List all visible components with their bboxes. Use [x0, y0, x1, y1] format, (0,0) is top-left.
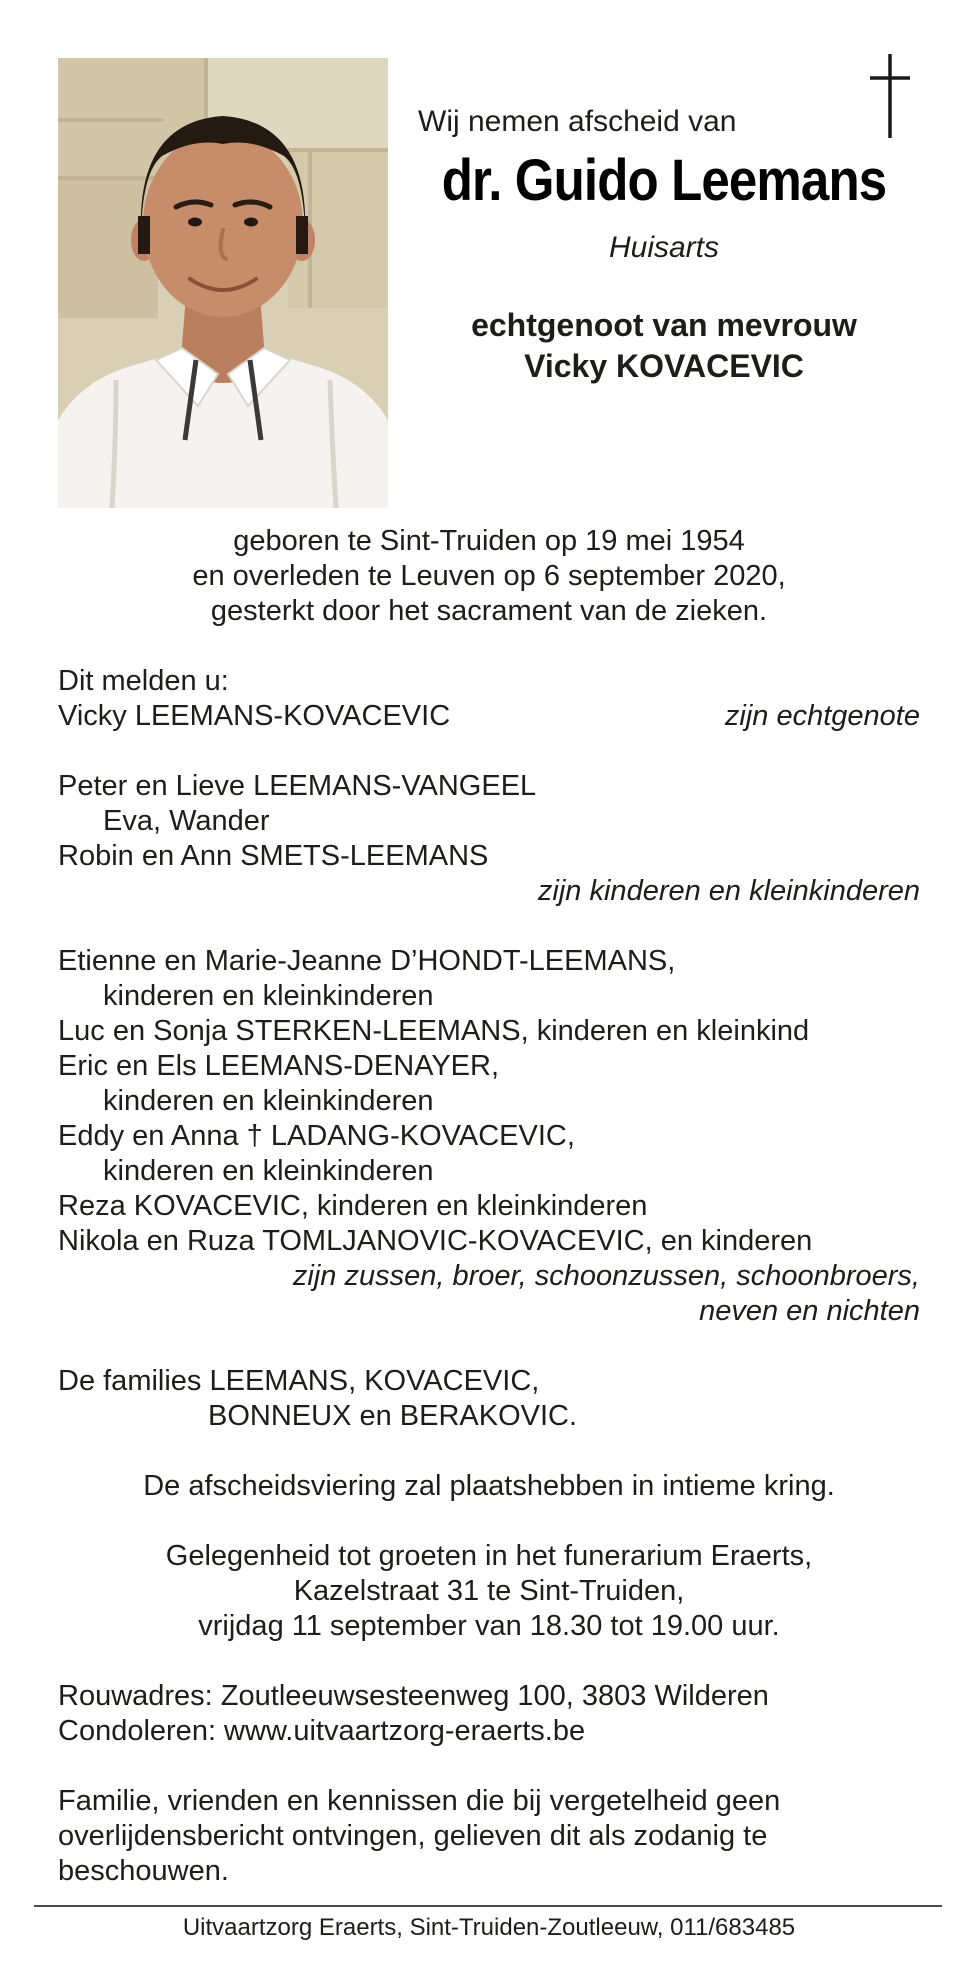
sibling-line: Eddy en Anna † LADANG-KOVACEVIC,	[58, 1120, 575, 1152]
spouse-block	[408, 305, 920, 387]
sibling-line: Nikola en Ruza TOMLJANOVIC-KOVACEVIC, en kinderen	[58, 1225, 813, 1257]
visitation-block	[58, 1539, 920, 1644]
child-line: Robin en Ann SMETS-LEEMANS	[58, 840, 489, 872]
visitation-line: Kazelstraat 31 te Sint-Truiden,	[293, 1575, 685, 1607]
siblings-relation: zijn zussen, broer, schoonzussen, schoonbroers,	[292, 1260, 920, 1292]
sibling-sub-line: kinderen en kleinkinderen	[103, 1085, 434, 1117]
ceremony-block	[58, 1469, 920, 1504]
sacrament-line: gesterkt door het sacrament van de zieken.	[210, 595, 768, 627]
ceremony-line: De afscheidsviering zal plaatshebben in intieme kring.	[143, 1470, 835, 1502]
children-relation: zijn kinderen en kleinkinderen	[537, 875, 920, 907]
siblings-block	[58, 944, 920, 1329]
spouse-name: Vicky KOVACEVIC	[524, 348, 804, 384]
header	[58, 58, 920, 510]
birth-death-block	[58, 524, 920, 629]
death-line: en overleden te Leuven op 6 september 2020,	[192, 560, 786, 592]
notice-line: Familie, vrienden en kennissen die bij vergetelheid geen	[58, 1785, 781, 1817]
child-line: Peter en Lieve LEEMANS-VANGEEL	[58, 770, 537, 802]
siblings-relation: neven en nichten	[699, 1295, 920, 1327]
notice-line: overlijdensbericht ontvingen, gelieven dit als zodanig te	[58, 1820, 768, 1852]
farewell-intro: Wij nemen afscheid van	[418, 105, 737, 138]
footer-divider	[34, 1905, 942, 1907]
portrait-illustration	[58, 58, 388, 508]
notice-line: beschouwen.	[58, 1855, 229, 1887]
portrait-photo	[58, 58, 388, 508]
mourning-address: Rouwadres: Zoutleeuwsesteenweg 100, 3803 Wilderen	[58, 1680, 769, 1712]
funeral-home-footer: Uitvaartzorg Eraerts, Sint-Truiden-Zoutleeuw, 011/683485	[182, 1914, 796, 1941]
sibling-line: Eric en Els LEEMANS-DENAYER,	[58, 1050, 500, 1082]
header-text	[408, 58, 920, 510]
families-block	[58, 1364, 920, 1434]
families-line: De families LEEMANS, KOVACEVIC,	[58, 1365, 540, 1397]
condolence-address: Condoleren: www.uitvaartzorg-eraerts.be	[58, 1715, 586, 1747]
profession: Huisarts	[608, 231, 720, 264]
spouse-intro: echtgenoot van mevrouw	[471, 307, 857, 343]
widow-relation: zijn echtgenote	[724, 700, 920, 732]
sibling-line: Reza KOVACEVIC, kinderen en kleinkinderen	[58, 1190, 648, 1222]
cross-icon	[866, 52, 914, 140]
widow-line	[58, 699, 920, 734]
announcement-intro: Dit melden u:	[58, 665, 229, 697]
sibling-sub-line: kinderen en kleinkinderen	[103, 980, 434, 1012]
sibling-line: Etienne en Marie-Jeanne D’HONDT-LEEMANS,	[58, 945, 676, 977]
addresses-block	[58, 1679, 920, 1749]
sibling-sub-line: kinderen en kleinkinderen	[103, 1155, 434, 1187]
visitation-line: vrijdag 11 september van 18.30 tot 19.00 uur.	[198, 1610, 780, 1642]
visitation-line: Gelegenheid tot groeten in het funerarium Eraerts,	[165, 1540, 813, 1572]
widow-name: Vicky LEEMANS-KOVACEVIC	[58, 700, 451, 732]
grandchild-line: Eva, Wander	[103, 805, 270, 837]
children-block	[58, 769, 920, 909]
sibling-line: Luc en Sonja STERKEN-LEEMANS, kinderen en kleinkind	[58, 1015, 810, 1047]
announcement-block	[58, 664, 920, 734]
birth-line: geboren te Sint-Truiden op 19 mei 1954	[233, 525, 745, 557]
notice-block	[58, 1784, 920, 1889]
deceased-name: dr. Guido Leemans	[441, 148, 887, 213]
families-line: BONNEUX en BERAKOVIC.	[208, 1400, 578, 1432]
